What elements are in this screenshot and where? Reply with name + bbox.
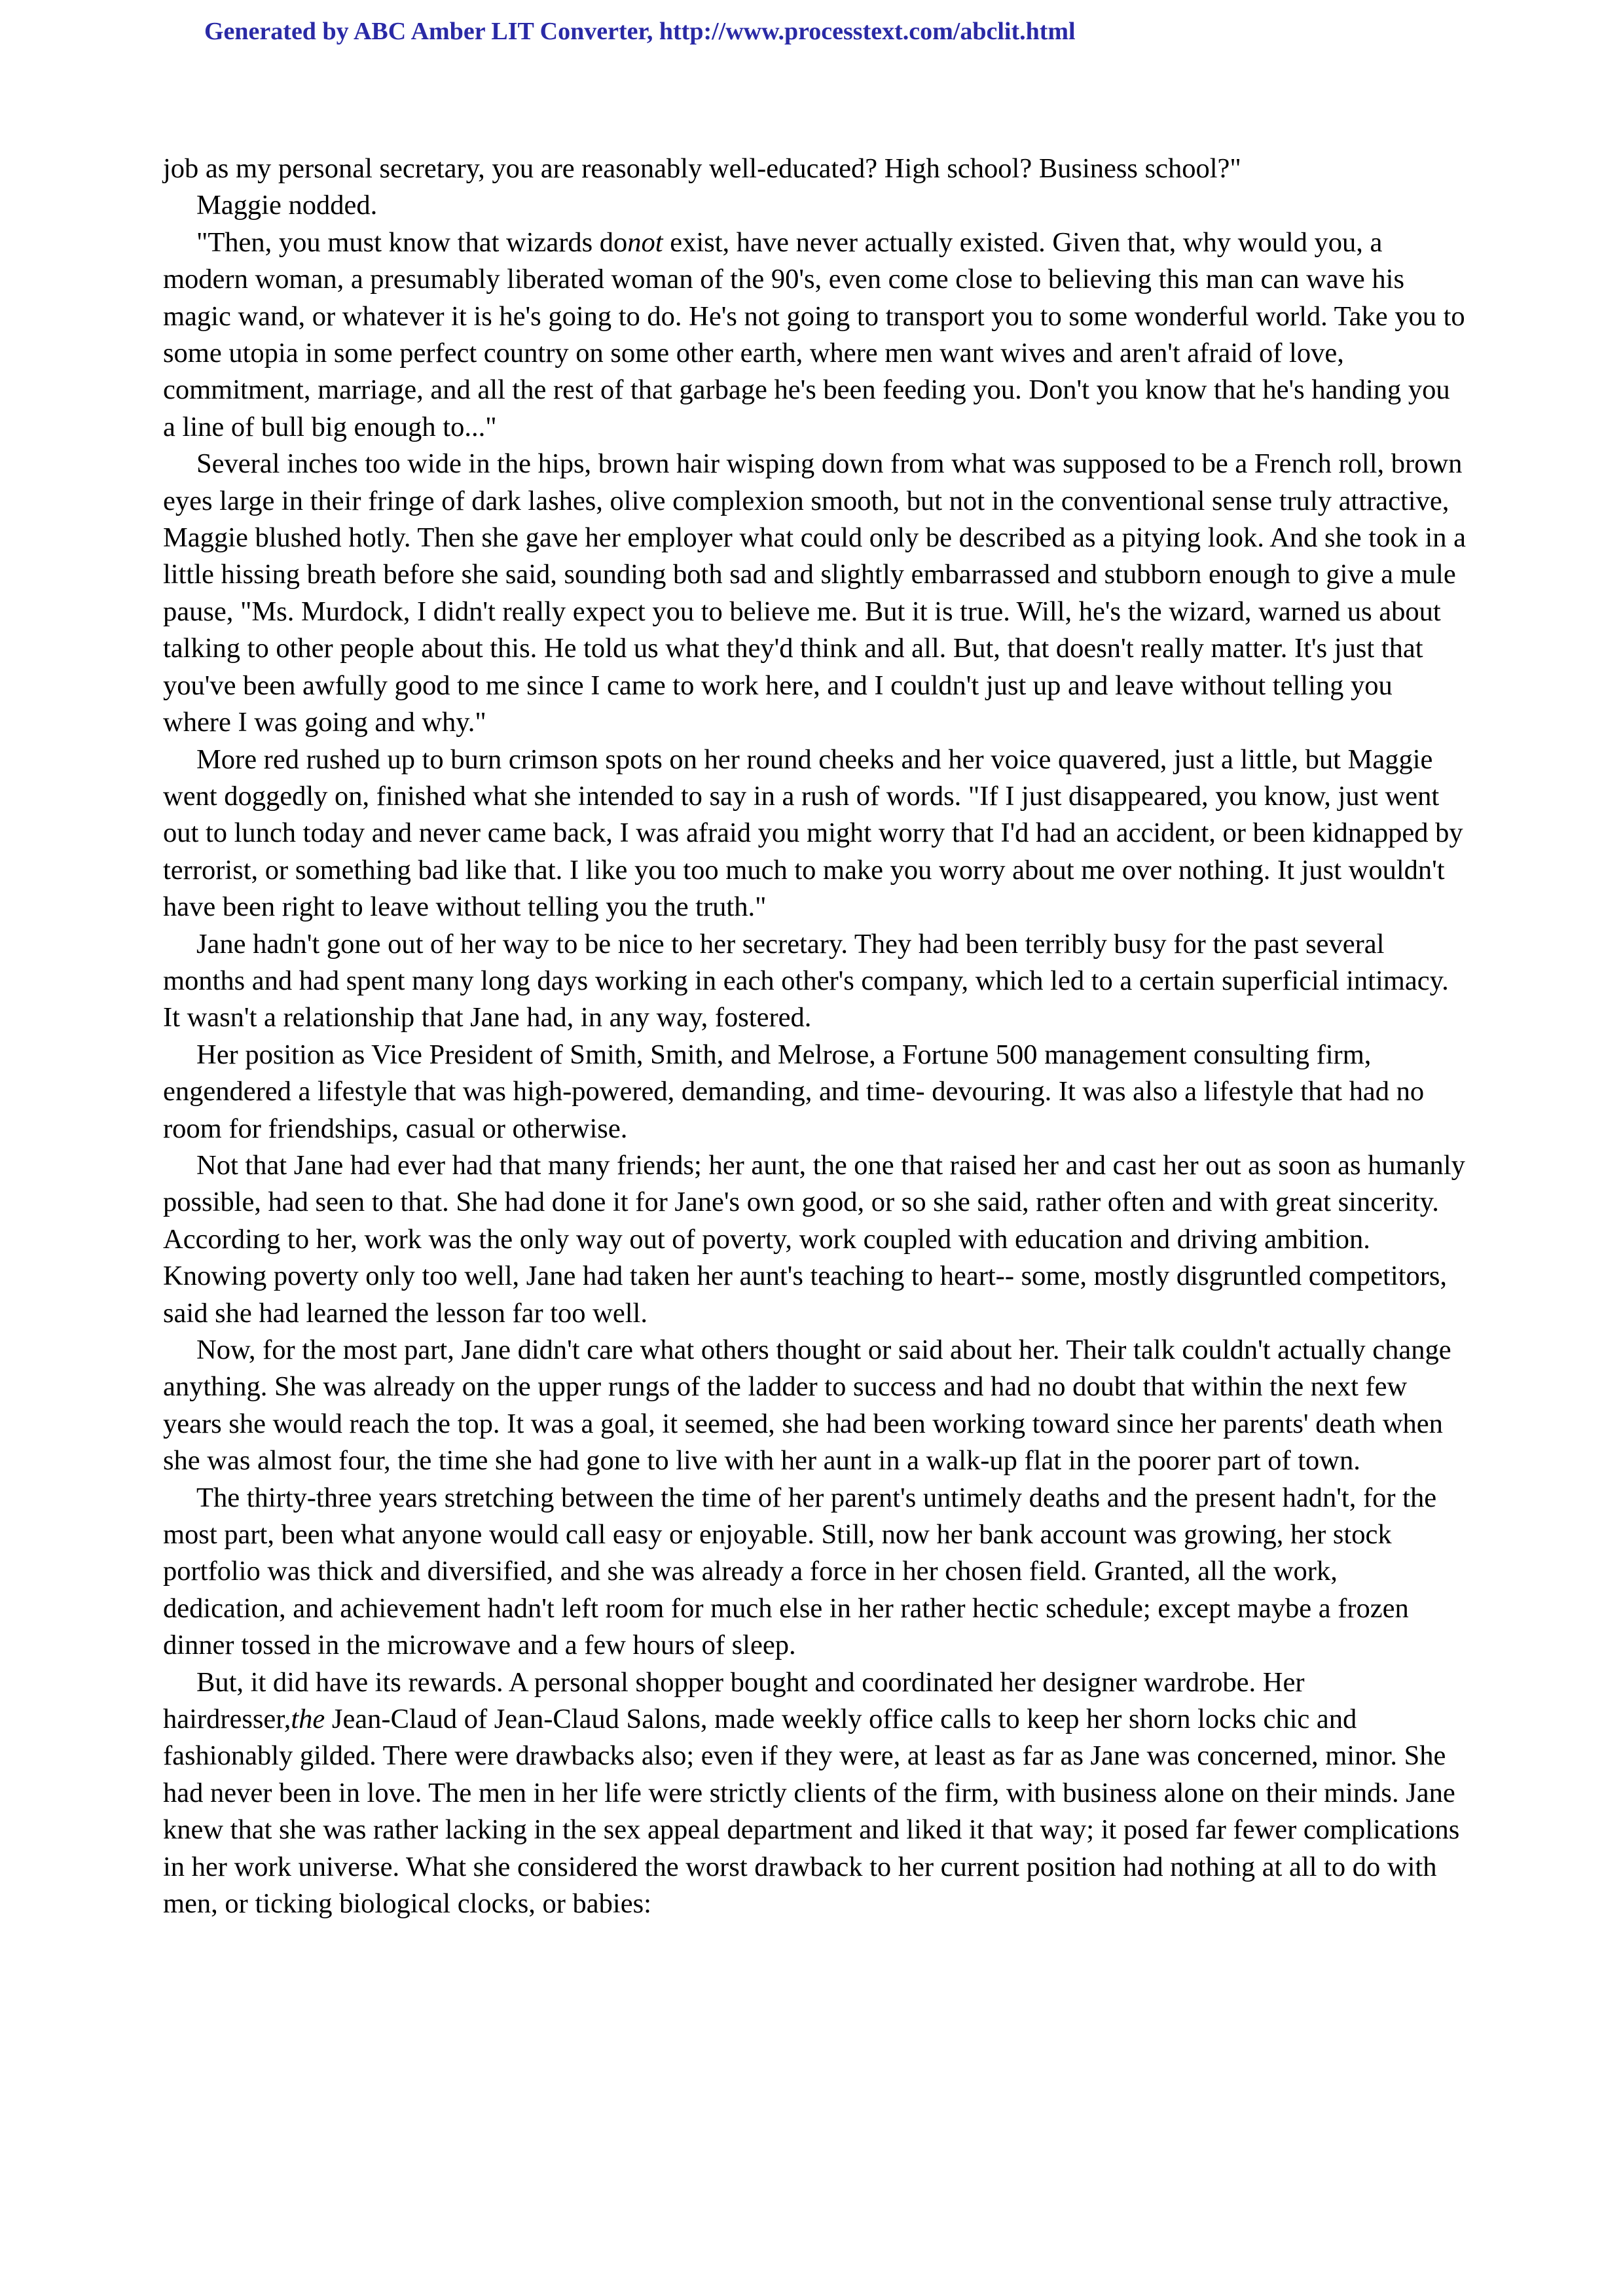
paragraph-11-end: Jean-Claud of Jean-Claud Salons, made weekly office calls to keep her shorn locks chic and fashionably gilded. There were drawbacks also; even if they were, at least as far as Jane was concerned, minor. She had never been in love. The men in her life were strictly clients of the firm, with business alone on their minds. Jane knew that she was rather lacking in the sex appeal department and liked it that way; it posed far fewer complications in her work universe. What she considered the worst drawback to her current position had nothing at all to do with men, or ticking biological clocks, or babies:: [163, 1704, 1460, 1920]
paragraph-3-end: exist, have never actually existed. Given that, why would you, a modern woman, a presumably liberated woman of the 90's, even come close to believing this man can wave his magic wand, or whatever it is he's going to do. He's not going to transport you to some wonderful world. Take you to some utopia in some perfect country on some other earth, where men want wives and aren't afraid of love, commitment, marriage, and all the rest of that garbage he's been feeding you. Don't you know that he's handing you a line of bull big enough to...": [163, 226, 1465, 442]
paragraph-10: The thirty-three years stretching between the time of her parent's untimely deaths and the present hadn't, for the most part, been what anyone would call easy or enjoyable. Still, now her bank account was growing, her stock portfolio was thick and diversified, and she was already a force in her chosen field. Granted, all the work, dedication, and achievement hadn't left room for much else in her rather hectic schedule; except maybe a frozen dinner tossed in the microwave and a few hours of sleep.: [163, 1482, 1437, 1661]
paragraph-11: [163, 1664, 1466, 1923]
paragraph-5: More red rushed up to burn crimson spots on her round cheeks and her voice quavered, just a little, but Maggie went doggedly on, finished what she intended to say in a rush of words. "If I just disappeared, you know, just went out to lunch today and never came back, I was afraid you might worry that I'd had an accident, or been kidnapped by terrorist, or something bad like that. I like you too much to make you worry about me over nothing. It just wouldn't have been right to leave without telling you the truth.": [163, 744, 1463, 923]
converter-header: Generated by ABC Amber LIT Converter, http://www.processtext.com/abclit.html: [204, 18, 1076, 45]
paragraph-6: Jane hadn't gone out of her way to be nice to her secretary. They had been terribly busy for the past several months and had spent many long days working in each other's company, which led to a certain superficial intimacy. It wasn't a relationship that Jane had, in any way, fostered.: [163, 928, 1449, 1033]
paragraph-1: job as my personal secretary, you are reasonably well-educated? High school? Business school?": [163, 153, 1241, 184]
paragraph-7: Her position as Vice President of Smith, Smith, and Melrose, a Fortune 500 management consulting firm, engendered a lifestyle that was high-powered, demanding, and time- devouring. It was also a lifestyle that had no room for friendships, casual or otherwise.: [163, 1039, 1425, 1144]
emphasis-the: the: [291, 1704, 325, 1735]
paragraph-3-start: "Then, you must know that wizards do: [196, 226, 628, 258]
emphasis-not: not: [627, 226, 663, 258]
paragraph-3: [163, 224, 1466, 446]
paragraph-11-start: But, it did have its rewards. A personal shopper bought and coordinated her designer wardrobe. Her hairdresser,: [163, 1666, 1305, 1735]
paragraph-2: Maggie nodded.: [196, 190, 378, 221]
paragraph-9: Now, for the most part, Jane didn't care what others thought or said about her. Their talk couldn't actually change anything. She was already on the upper rungs of the ladder to success and had no doubt that within the next few years she would reach the top. It was a goal, it seemed, she had been working toward since her parents' death when she was almost four, the time she had gone to live with her aunt in a walk-up flat in the poorer part of town.: [163, 1335, 1451, 1477]
paragraph-4: Several inches too wide in the hips, brown hair wisping down from what was supposed to be a French roll, brown eyes large in their fringe of dark lashes, olive complexion smooth, but not in the conventional sense truly attractive, Maggie blushed hotly. Then she gave her employer what could only be described as a pitying look. And she took in a little hissing breath before she said, sounding both sad and slightly embarrassed and stubborn enough to give a mule pause, "Ms. Murdock, I didn't really expect you to believe me. But it is true. Will, he's the wizard, warned us about talking to other people about this. He told us what they'd think and all. But, that doesn't really matter. It's just that you've been awfully good to me since I came to work here, and I couldn't just up and leave without telling you where I was going and why.": [163, 448, 1466, 738]
document-body: [163, 151, 1466, 1923]
paragraph-8: Not that Jane had ever had that many friends; her aunt, the one that raised her and cast her out as soon as humanly possible, had seen to that. She had done it for Jane's own good, or so she said, rather often and with great sincerity. According to her, work was the only way out of poverty, work coupled with education and driving ambition. Knowing poverty only too well, Jane had taken her aunt's teaching to heart-- some, mostly disgruntled competitors, said she had learned the lesson far too well.: [163, 1149, 1465, 1329]
